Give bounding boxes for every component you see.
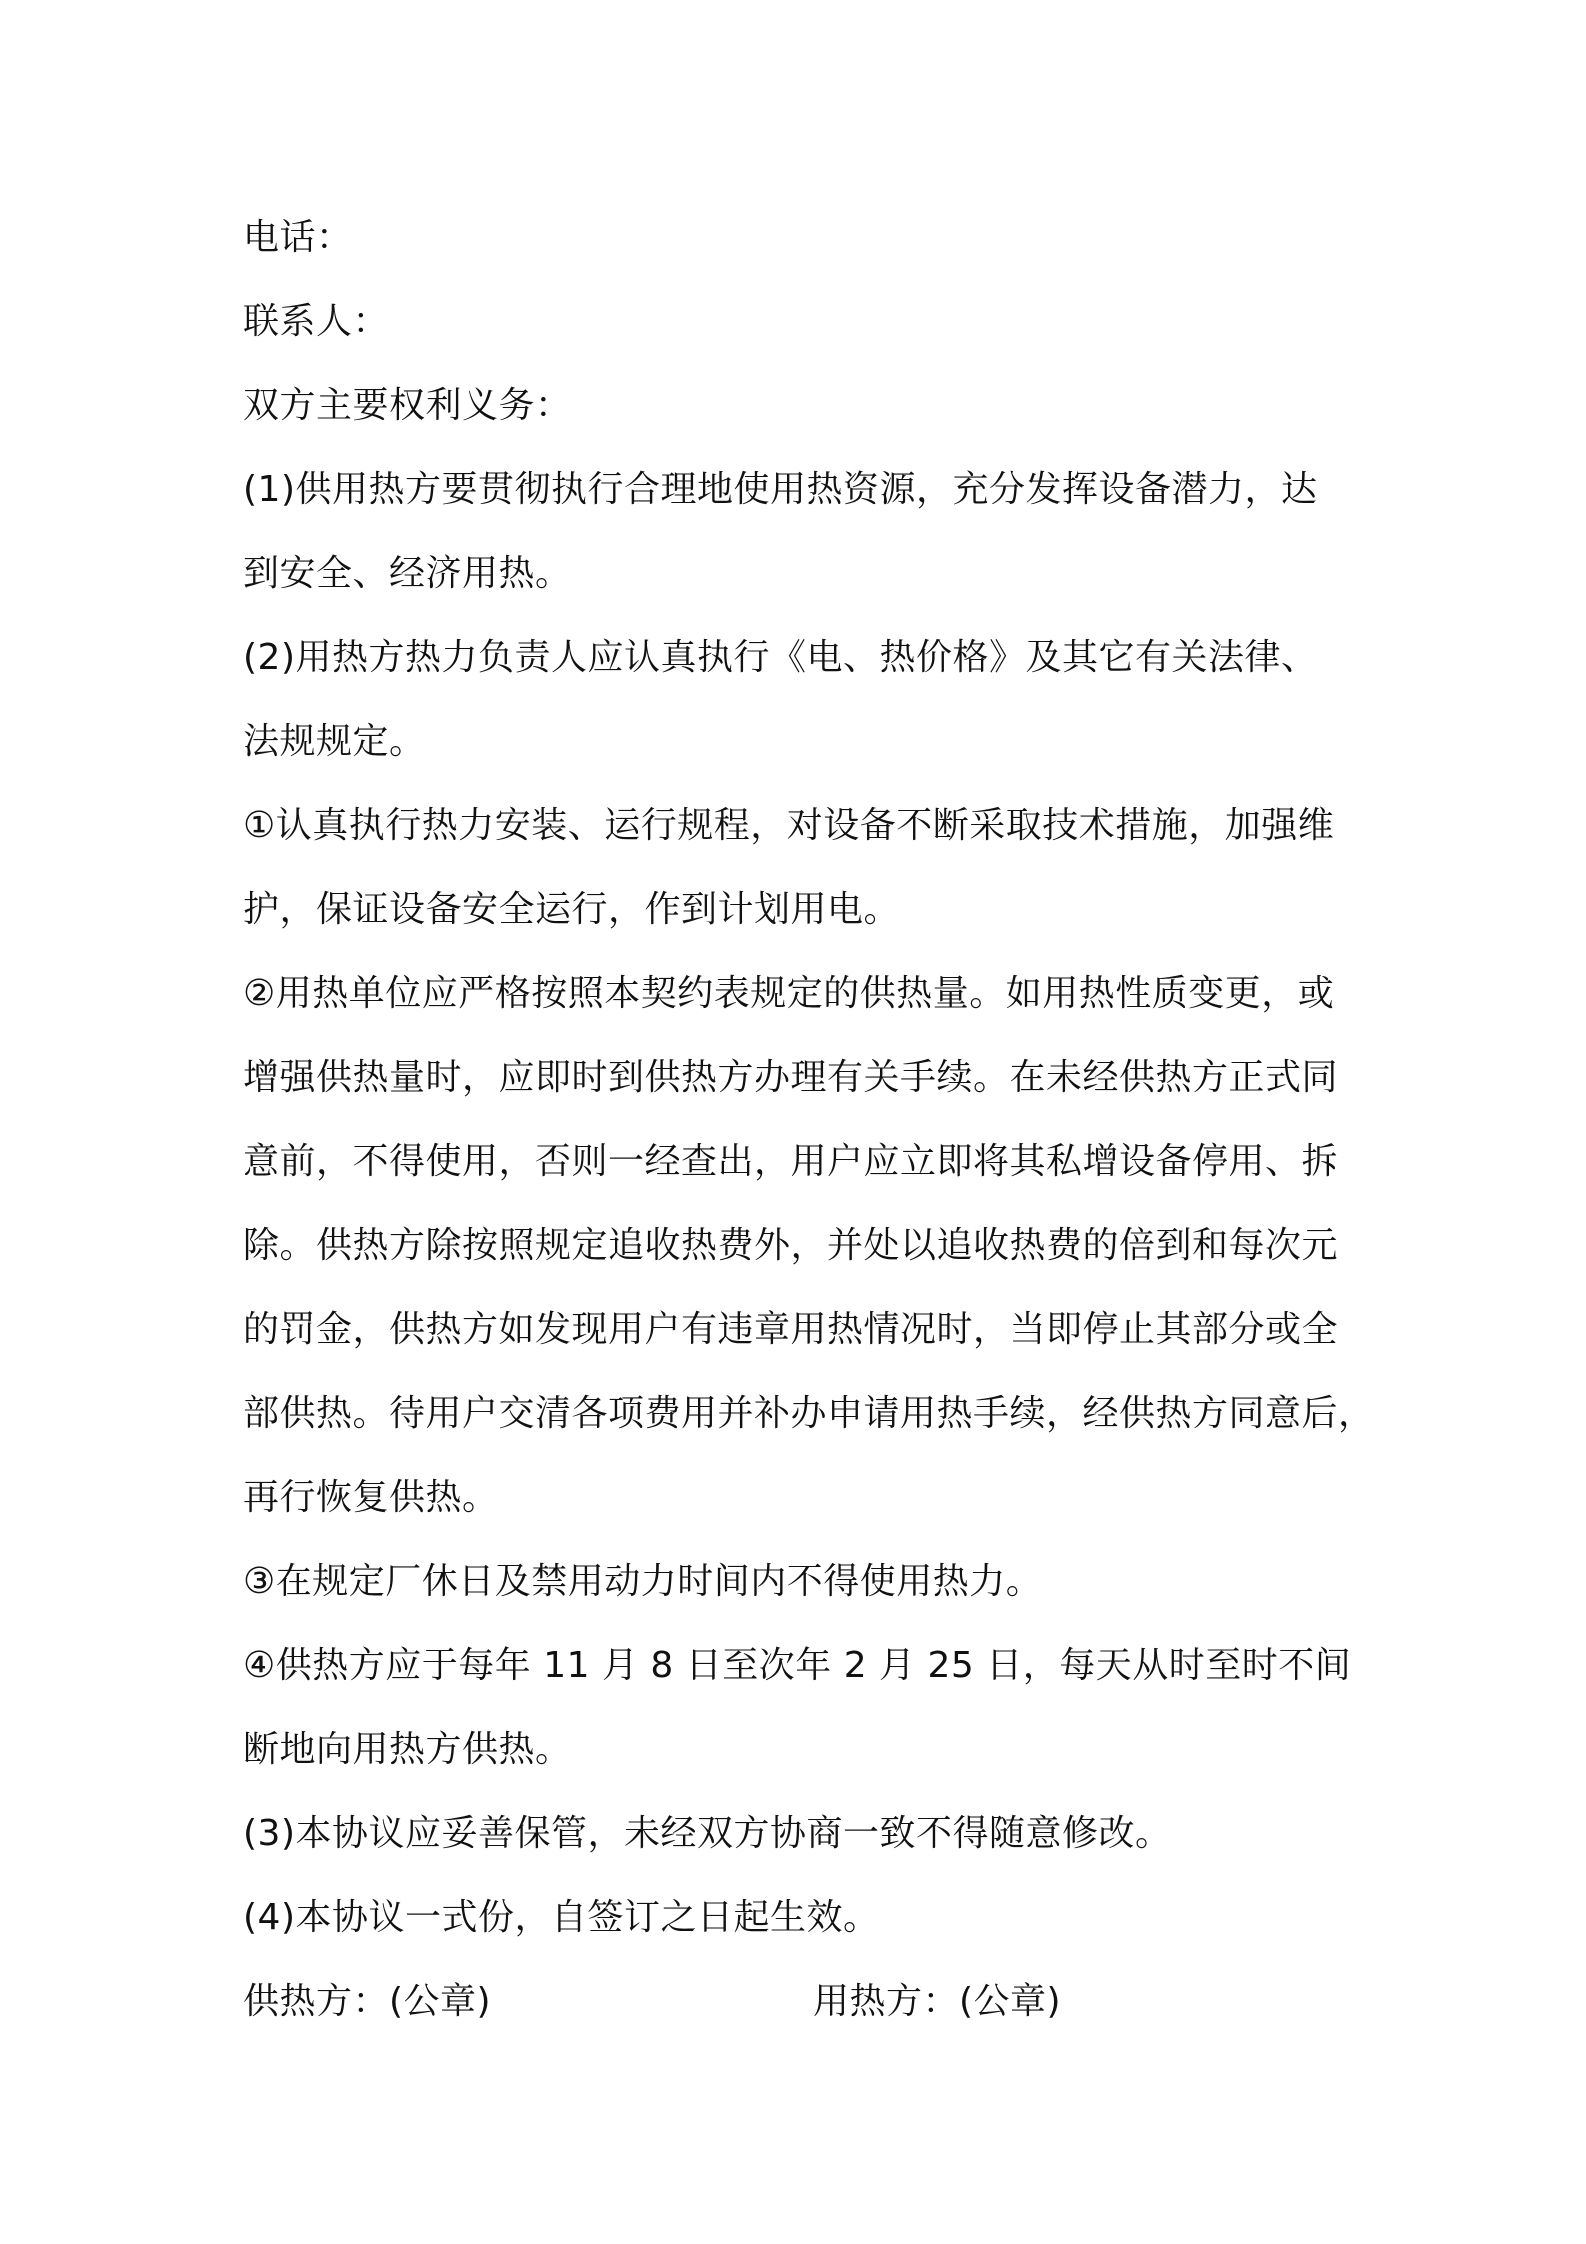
clause-1-line-1: (1)供用热方要贯彻执行合理地使用热资源，充分发挥设备潜力，达 bbox=[243, 469, 1318, 510]
item-2-line-2: 增强供热量时，应即时到供热方办理有关手续。在未经供热方正式同 bbox=[243, 1057, 1339, 1098]
rights-obligations-heading: 双方主要权利义务： bbox=[243, 385, 572, 426]
document-body bbox=[243, 196, 1375, 2044]
contact-person-label: 联系人： bbox=[243, 301, 390, 342]
clause-2-line-1: (2)用热方热力负责人应认真执行《电、热价格》及其它有关法律、 bbox=[243, 637, 1318, 678]
item-1-line-2: 护，保证设备安全运行，作到计划用电。 bbox=[243, 889, 901, 930]
item-2-line-7: 再行恢复供热。 bbox=[243, 1477, 499, 1518]
item-3-line-1: ③在规定厂休日及禁用动力时间内不得使用热力。 bbox=[243, 1561, 1043, 1602]
phone-label: 电话： bbox=[243, 217, 353, 258]
signature-row bbox=[243, 1960, 1363, 2044]
clause-2-line-2: 法规规定。 bbox=[243, 721, 426, 762]
user-seal-label: 用热方：(公章) bbox=[813, 1981, 1062, 2022]
supplier-seal-label: 供热方：(公章) bbox=[243, 1981, 492, 2022]
item-1-line-1: ①认真执行热力安装、运行规程，对设备不断采取技术措施，加强维 bbox=[243, 805, 1335, 846]
clause-1-line-2: 到安全、经济用热。 bbox=[243, 553, 572, 594]
item-4-line-2: 断地向用热方供热。 bbox=[243, 1729, 572, 1770]
clause-3-line-1: (3)本协议应妥善保管，未经双方协商一致不得随意修改。 bbox=[243, 1813, 1172, 1854]
item-2-line-6: 部供热。待用户交清各项费用并补办申请用热手续，经供热方同意后， bbox=[243, 1393, 1375, 1434]
item-2-line-5: 的罚金，供热方如发现用户有违章用热情况时，当即停止其部分或全 bbox=[243, 1309, 1339, 1350]
item-2-line-1: ②用热单位应严格按照本契约表规定的供热量。如用热性质变更，或 bbox=[243, 973, 1335, 1014]
item-4-line-1: ④供热方应于每年 11 月 8 日至次年 2 月 25 日，每天从时至时不间 bbox=[243, 1645, 1352, 1686]
item-2-line-3: 意前，不得使用，否则一经查出，用户应立即将其私增设备停用、拆 bbox=[243, 1141, 1339, 1182]
item-2-line-4: 除。供热方除按照规定追收热费外，并处以追收热费的倍到和每次元 bbox=[243, 1225, 1339, 1266]
clause-4-line-1: (4)本协议一式份，自签订之日起生效。 bbox=[243, 1897, 880, 1938]
